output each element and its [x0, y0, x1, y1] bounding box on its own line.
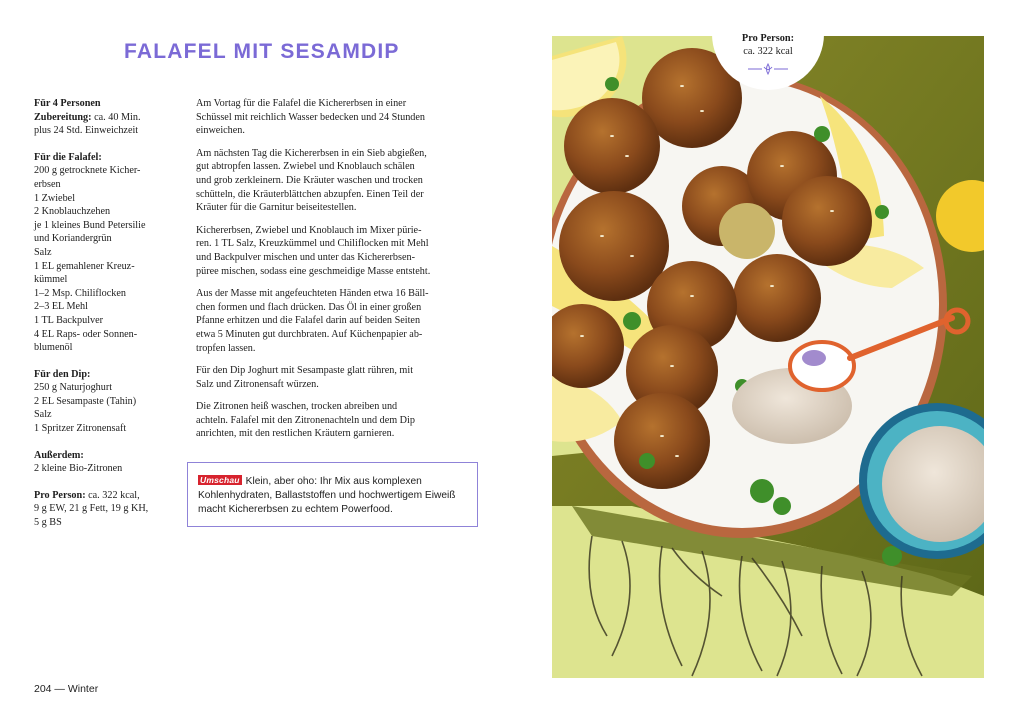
falafel-photo-illustration — [552, 36, 984, 678]
prep-value: ca. 40 Min. — [94, 111, 141, 123]
instruction-step — [196, 287, 481, 355]
extra-ingredients — [34, 449, 182, 476]
ingredient-line: 1 TL Backpulver — [34, 314, 104, 326]
step-line: Am nächsten Tag die Kichererbsen in ein Sieb abgießen, — [196, 147, 427, 159]
servings-block — [34, 97, 182, 138]
ingredient-line: Salz — [34, 246, 52, 258]
instruction-step — [196, 224, 481, 278]
ingredient-line: 2 kleine Bio-Zitronen — [34, 463, 123, 475]
ingredient-line: 1–2 Msp. Chiliflocken — [34, 287, 126, 299]
step-line: und grob zerkleinern. Die Kräuter waschen und trocken — [196, 174, 423, 186]
tip-line: Klein, aber oho: Ihr Mix aus komplexen — [245, 476, 422, 487]
prep-time — [34, 111, 182, 125]
dip-heading: Für den Dip: — [34, 368, 91, 380]
recipe-title: FALAFEL MIT SESAMDIP — [124, 40, 400, 63]
instructions-column — [196, 97, 481, 450]
ingredient-line: 1 EL gemahlener Kreuz- — [34, 260, 135, 272]
falafel-photo — [552, 36, 984, 678]
tip-line: Kohlenhydraten, Ballaststoffen und hochwertigem Eiweiß — [198, 490, 456, 501]
nutrition-label: Pro Person: — [34, 489, 86, 501]
instruction-step — [196, 147, 481, 215]
step-line: ren. 1 TL Salz, Kreuzkümmel und Chiliflocken mit Mehl — [196, 238, 429, 250]
instruction-step — [196, 400, 481, 441]
falafel-ingredients — [34, 151, 182, 355]
umschau-logo: Umschau — [200, 475, 240, 485]
step-line: Schüssel mit reichlich Wasser bedecken und 24 Stunden — [196, 111, 426, 123]
tip-first-line — [198, 475, 469, 489]
nutrition-kcal: ca. 322 kcal, — [88, 489, 140, 501]
dip-ingredients — [34, 368, 182, 436]
step-line: Am Vortag für die Falafel die Kichererbsen in einer — [196, 98, 407, 109]
badge-label: Pro Person: — [741, 33, 795, 44]
nutrition-block — [34, 489, 182, 530]
step-line: einweichen. — [196, 125, 245, 137]
nutrition-line: 9 g EW, 21 g Fett, 19 g KH, — [34, 503, 149, 515]
badge-value: ca. 322 kcal — [743, 46, 793, 57]
ingredient-line: 250 g Naturjoghurt — [34, 382, 113, 394]
step-line: achteln. Falafel mit den Zitronenachteln und dem Dip — [196, 414, 415, 426]
step-line: gut abtropfen lassen. Zwiebel und Knoblauch schälen — [196, 161, 415, 173]
page-footer: 204 — Winter — [34, 683, 99, 695]
instruction-step — [196, 364, 481, 391]
ingredient-line: 2–3 EL Mehl — [34, 301, 88, 313]
step-line: und Backpulver mischen und unter das Kichererbsen- — [196, 251, 415, 263]
instruction-step — [196, 97, 481, 138]
servings: Für 4 Personen — [34, 98, 101, 109]
step-line: Aus der Masse mit angefeuchteten Händen etwa 16 Bäll- — [196, 288, 429, 300]
nutrition-first-line — [34, 489, 182, 503]
step-line: Für den Dip Joghurt mit Sesampaste glatt rühren, mit — [196, 365, 414, 377]
ingredient-line: kümmel — [34, 274, 68, 286]
ingredient-line: je 1 kleines Bund Petersilie — [34, 219, 146, 231]
step-line: Die Zitronen heiß waschen, trocken abreiben und — [196, 401, 398, 413]
step-line: Salz und Zitronensaft würzen. — [196, 378, 319, 390]
tip-box — [187, 462, 478, 527]
ingredient-line: 1 Zwiebel — [34, 192, 76, 204]
ingredient-line: blumenöl — [34, 342, 73, 354]
nutrition-line: 5 g BS — [34, 517, 62, 529]
step-line: Kräuter für die Garnitur beiseitestellen. — [196, 202, 357, 214]
ingredient-line: erbsen — [34, 178, 61, 190]
ingredient-line: und Koriandergrün — [34, 233, 112, 245]
step-line: schütteln, die Kräuterblättchen abzupfen. Einen Teil der — [196, 188, 424, 200]
step-line: Kichererbsen, Zwiebel und Knoblauch im Mixer pürie- — [196, 224, 422, 236]
ornament-icon — [748, 63, 788, 75]
tip-line: macht Kichererbsen zu echtem Powerfood. — [198, 504, 393, 515]
step-line: tropfen lassen. — [196, 342, 256, 354]
step-line: chen formen und flach drücken. Das Öl in einer großen — [196, 301, 422, 313]
step-line: püree mischen, sodass eine geschmeidige Masse entsteht. — [196, 265, 431, 277]
ingredient-line: 4 EL Raps- oder Sonnen- — [34, 328, 138, 340]
prep-extra: plus 24 Std. Einweichzeit — [34, 125, 139, 137]
step-line: anrichten, mit den restlichen Kräutern garnieren. — [196, 428, 395, 440]
prep-label: Zubereitung: — [34, 111, 92, 123]
ingredient-line: Salz — [34, 409, 52, 421]
step-line: Pfanne erhitzen und die Falafel darin auf beiden Seiten — [196, 315, 421, 327]
ingredient-line: 200 g getrocknete Kicher- — [34, 165, 141, 177]
step-line: etwa 5 Minuten gut durchbraten. Auf Küchenpapier ab- — [196, 328, 423, 340]
extra-heading: Außerdem: — [34, 449, 84, 461]
ingredient-line: 1 Spritzer Zitronensaft — [34, 423, 127, 435]
ingredient-line: 2 EL Sesampaste (Tahin) — [34, 395, 137, 407]
falafel-heading: Für die Falafel: — [34, 151, 102, 163]
ingredients-column — [34, 97, 182, 543]
ingredient-line: 2 Knoblauchzehen — [34, 206, 111, 218]
